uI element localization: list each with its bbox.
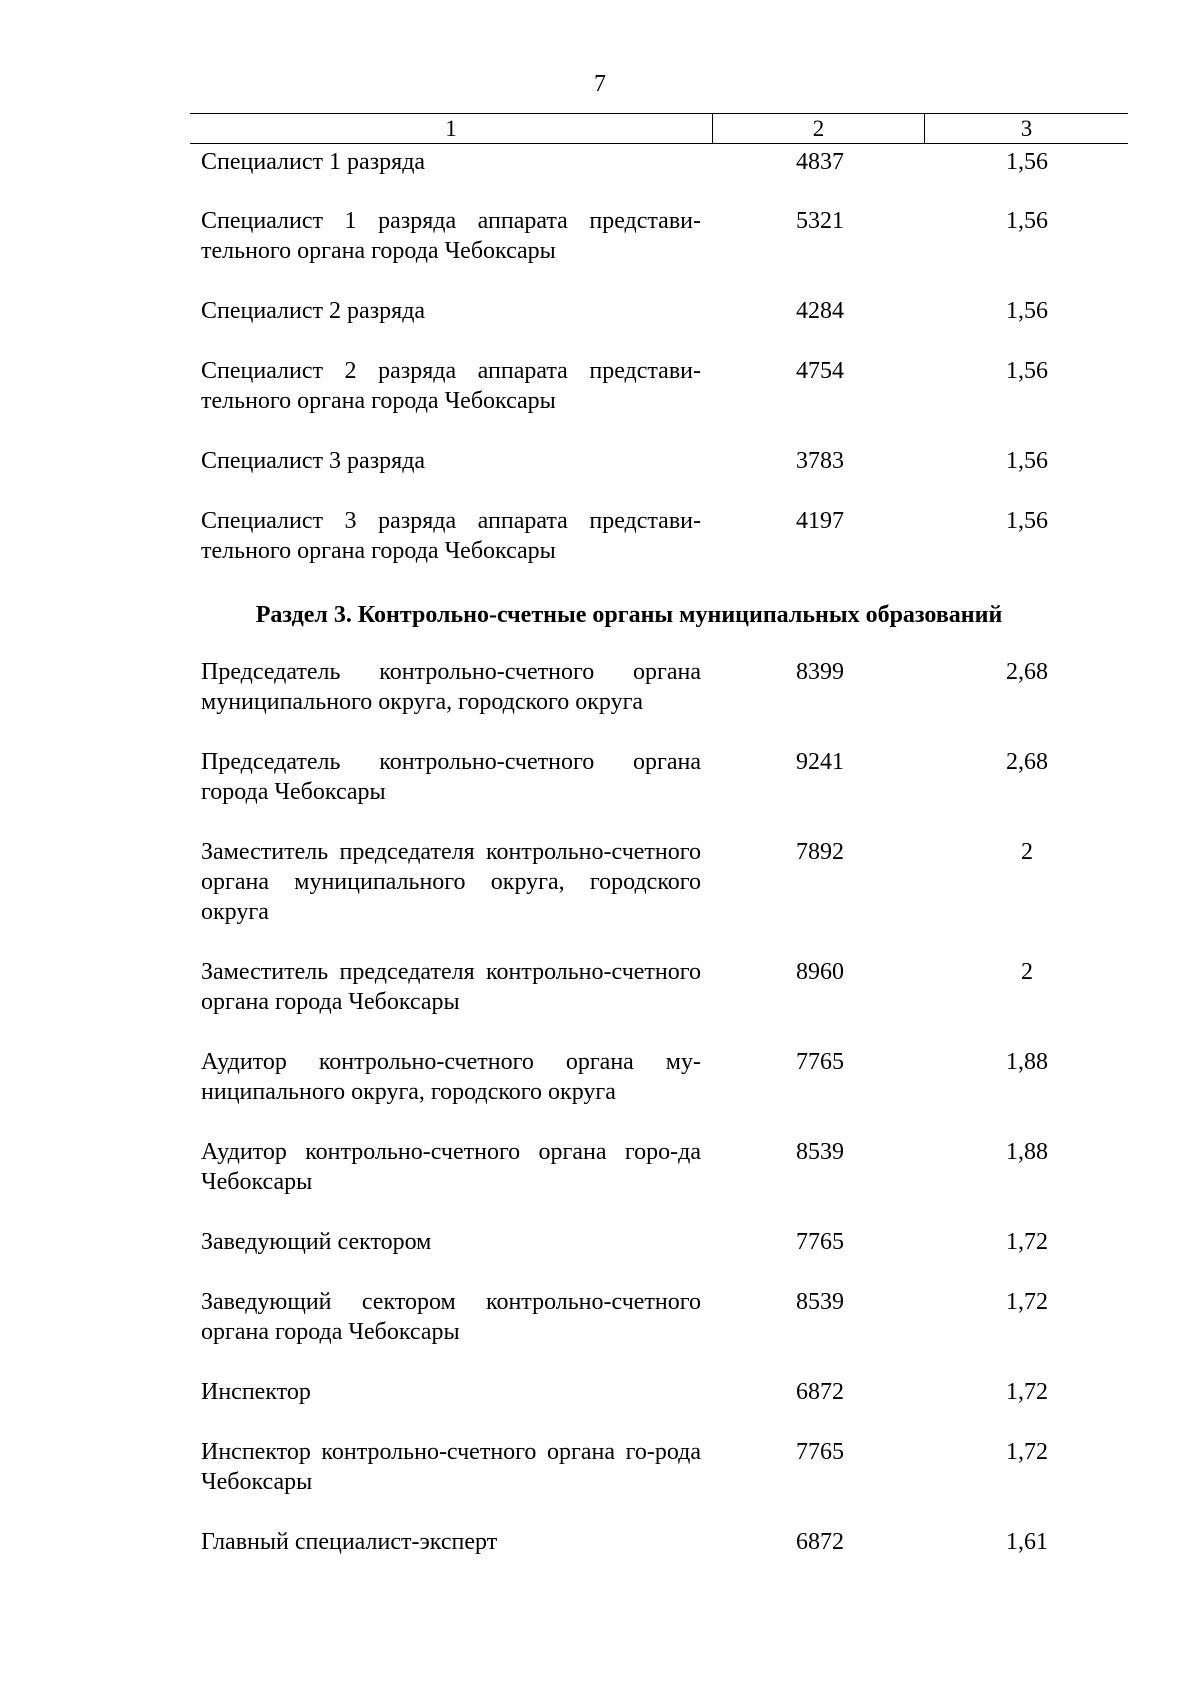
salary-value: 4284 xyxy=(796,298,844,324)
salary-value: 7892 xyxy=(796,839,844,865)
position-name: Главный специалист-эксперт xyxy=(201,1529,498,1555)
position-name: Председатель контрольно-счетного органа города Чебоксары xyxy=(201,749,701,805)
salary-value: 5321 xyxy=(796,208,844,234)
coefficient-value: 1,88 xyxy=(1006,1049,1048,1075)
salary-value: 9241 xyxy=(796,749,844,775)
salary-value: 6872 xyxy=(796,1529,844,1555)
position-name: Специалист 2 разряда xyxy=(201,298,426,324)
coefficient-value: 1,56 xyxy=(1006,298,1048,324)
position-name: Специалист 1 разряда аппарата представи-тельного органа города Чебоксары xyxy=(201,208,701,264)
position-name: Специалист 3 разряда xyxy=(201,448,426,474)
salary-value: 4197 xyxy=(796,508,844,534)
salary-value: 7765 xyxy=(796,1049,844,1075)
salary-value: 4837 xyxy=(796,149,844,175)
section-title: Раздел 3. Контрольно-счетные органы муниципальных образований xyxy=(255,602,1003,628)
position-name: Аудитор контрольно-счетного органа му-ниципального округа, городского округа xyxy=(201,1049,701,1105)
salary-value: 8960 xyxy=(796,959,844,985)
header-col-3: 3 xyxy=(924,114,1128,143)
coefficient-value: 1,56 xyxy=(1006,208,1048,234)
coefficient-value: 2,68 xyxy=(1006,749,1048,775)
position-name: Заместитель председателя контрольно-счетного органа муниципального округа, городского округа xyxy=(201,839,701,925)
salary-value: 7765 xyxy=(796,1439,844,1465)
coefficient-value: 1,72 xyxy=(1006,1229,1048,1255)
position-name: Председатель контрольно-счетного органа муниципального округа, городского округа xyxy=(201,659,701,715)
position-name: Инспектор контрольно-счетного органа го-рода Чебоксары xyxy=(201,1439,701,1495)
salary-value: 6872 xyxy=(796,1379,844,1405)
header-col-1: 1 xyxy=(445,116,457,141)
coefficient-value: 1,72 xyxy=(1006,1289,1048,1315)
coefficient-value: 1,56 xyxy=(1006,508,1048,534)
position-name: Заместитель председателя контрольно-счетного органа города Чебоксары xyxy=(201,959,701,1015)
salary-value: 7765 xyxy=(796,1229,844,1255)
coefficient-value: 1,56 xyxy=(1006,358,1048,384)
position-name: Заведующий сектором xyxy=(201,1229,432,1255)
table-header xyxy=(190,113,1128,144)
salary-value: 4754 xyxy=(796,358,844,384)
coefficient-value: 1,72 xyxy=(1006,1379,1048,1405)
salary-value: 8539 xyxy=(796,1139,844,1165)
position-name: Специалист 2 разряда аппарата представи-тельного органа города Чебоксары xyxy=(201,358,701,414)
position-name: Инспектор xyxy=(201,1379,311,1405)
header-col-2: 2 xyxy=(712,114,924,143)
coefficient-value: 2 xyxy=(1021,959,1033,985)
page-number: 7 xyxy=(594,71,606,97)
salary-value: 8539 xyxy=(796,1289,844,1315)
salary-value: 3783 xyxy=(796,448,844,474)
coefficient-value: 1,61 xyxy=(1006,1529,1048,1555)
position-name: Аудитор контрольно-счетного органа горо-да Чебоксары xyxy=(201,1139,701,1195)
salary-value: 8399 xyxy=(796,659,844,685)
coefficient-value: 1,56 xyxy=(1006,448,1048,474)
position-name: Специалист 3 разряда аппарата представи-тельного органа города Чебоксары xyxy=(201,508,701,564)
position-name: Заведующий сектором контрольно-счетного органа города Чебоксары xyxy=(201,1289,701,1345)
coefficient-value: 1,88 xyxy=(1006,1139,1048,1165)
coefficient-value: 1,72 xyxy=(1006,1439,1048,1465)
coefficient-value: 2 xyxy=(1021,839,1033,865)
coefficient-value: 2,68 xyxy=(1006,659,1048,685)
coefficient-value: 1,56 xyxy=(1006,149,1048,175)
position-name: Специалист 1 разряда xyxy=(201,149,426,175)
